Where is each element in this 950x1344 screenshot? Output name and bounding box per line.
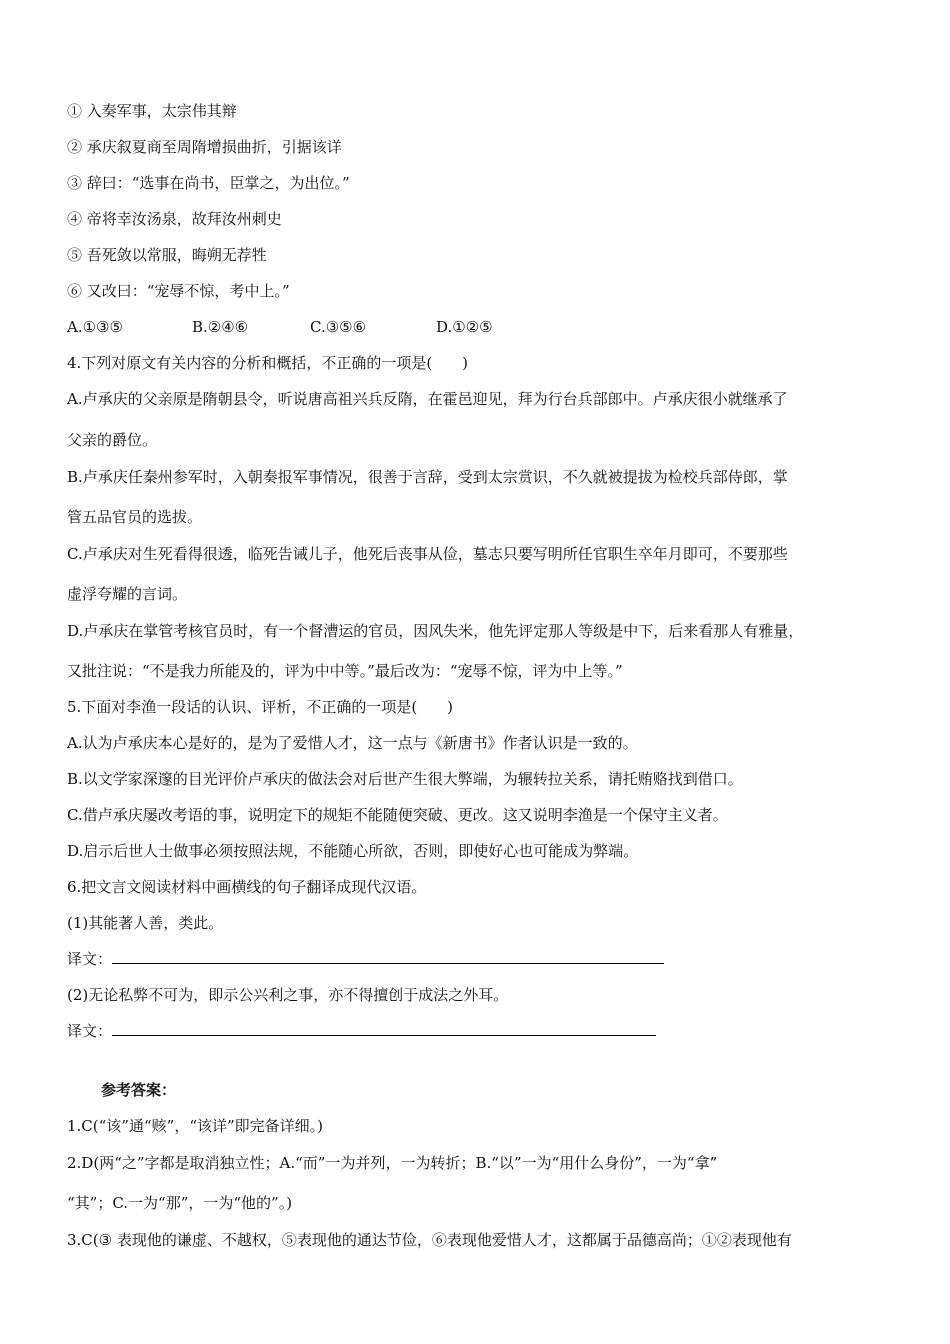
- answers-heading: 参考答案：: [101, 1081, 177, 1099]
- q4-a-line1: A.卢承庆的父亲原是隋朝县令，听说唐高祖兴兵反隋，在霍邑迎见，拜为行台兵部郎中。卢承庆很小就继承了: [67, 390, 788, 408]
- translation-blank-1[interactable]: [112, 949, 664, 964]
- q6-stem: 6.把文言文阅读材料中画横线的句子翻译成现代汉语。: [67, 878, 427, 896]
- q6-sentence-2: (2)无论私弊不可为，即示公兴利之事，亦不得擅创于成法之外耳。: [67, 986, 509, 1004]
- q4-d-line1: D.卢承庆在掌管考核官员时，有一个督漕运的官员，因风失米，他先评定那人等级是中下，后来看那人有雅量，: [67, 622, 804, 640]
- q5-c: C.借卢承庆屡改考语的事，说明定下的规矩不能随便突破、更改。这又说明李渔是一个保守主义者。: [67, 806, 728, 824]
- option-c: C.③⑤⑥: [310, 318, 367, 336]
- q4-c-line2: 虚浮夸耀的言词。: [67, 585, 188, 603]
- q4-b-line2: 管五品官员的选拔。: [67, 508, 203, 526]
- q3-options: [67, 317, 493, 337]
- q5-d: D.启示后世人士做事必须按照法规，不能随心所欲，否则，即使好心也可能成为弊端。: [67, 842, 639, 860]
- answer-2-line1: 2.D(两“之”字都是取消独立性；A.“而”一为并列，一为转折；B.“以”一为“用什么身份”，一为“拿”: [67, 1154, 718, 1172]
- answer-2-line2: “其”；C.一为“那”，一为“他的”。): [67, 1194, 293, 1212]
- option-a: A.①③⑤: [67, 318, 123, 336]
- option-b: B.②④⑥: [192, 318, 249, 336]
- q4-a-line2: 父亲的爵位。: [67, 431, 158, 449]
- item-1: ① 入奏军事，太宗伟其辩: [67, 102, 237, 120]
- item-3: ③ 辞曰：“选事在尚书，臣掌之，为出位。”: [67, 174, 350, 192]
- q5-a: A.认为卢承庆本心是好的，是为了爱惜人才，这一点与《新唐书》作者认识是一致的。: [67, 734, 638, 752]
- translation-blank-2[interactable]: [112, 1021, 656, 1036]
- option-d: D.①②⑤: [436, 318, 493, 336]
- q4-c-line1: C.卢承庆对生死看得很透，临死告诫儿子，他死后丧事从俭，墓志只要写明所任官职生卒年月即可，不要那些: [67, 545, 788, 563]
- q4-d-line2: 又批注说：“不是我力所能及的，评为中中等。”最后改为：“宠辱不惊，评为中上等。”: [67, 662, 623, 680]
- translation-label: 译文：: [67, 950, 113, 968]
- item-2: ② 承庆叙夏商至周隋增损曲折，引据该详: [67, 138, 342, 156]
- translation-label: 译文：: [67, 1022, 113, 1040]
- q5-b: B.以文学家深邃的目光评价卢承庆的做法会对后世产生很大弊端，为辗转拉关系，请托贿赂找到借口。: [67, 770, 743, 788]
- item-6: ⑥ 又改曰：“宠辱不惊，考中上。”: [67, 282, 290, 300]
- q4-b-line1: B.卢承庆任秦州参军时，入朝奏报军事情况，很善于言辞，受到太宗赏识，不久就被提拔为检校兵部侍郎，掌: [67, 468, 788, 486]
- q5-stem: 5.下面对李渔一段话的认识、评析，不正确的一项是( ): [67, 698, 454, 716]
- item-5: ⑤ 吾死敛以常服，晦朔无荐牲: [67, 246, 267, 264]
- q6-sentence-1: (1)其能著人善，类此。: [67, 914, 224, 932]
- item-4: ④ 帝将幸汝汤泉，故拜汝州刺史: [67, 210, 282, 228]
- translation-row-1: [67, 949, 664, 969]
- translation-row-2: [67, 1021, 656, 1041]
- q4-stem: 4.下列对原文有关内容的分析和概括，不正确的一项是( ): [67, 354, 469, 372]
- answer-3-line1: 3.C(③ 表现他的谦虚、不越权，⑤表现他的通达节俭，⑥表现他爱惜人才，这都属于品德高尚；①②表现他有: [67, 1231, 792, 1249]
- answer-1: 1.C(“该”通“赅”，“该详”即完备详细。): [67, 1117, 324, 1135]
